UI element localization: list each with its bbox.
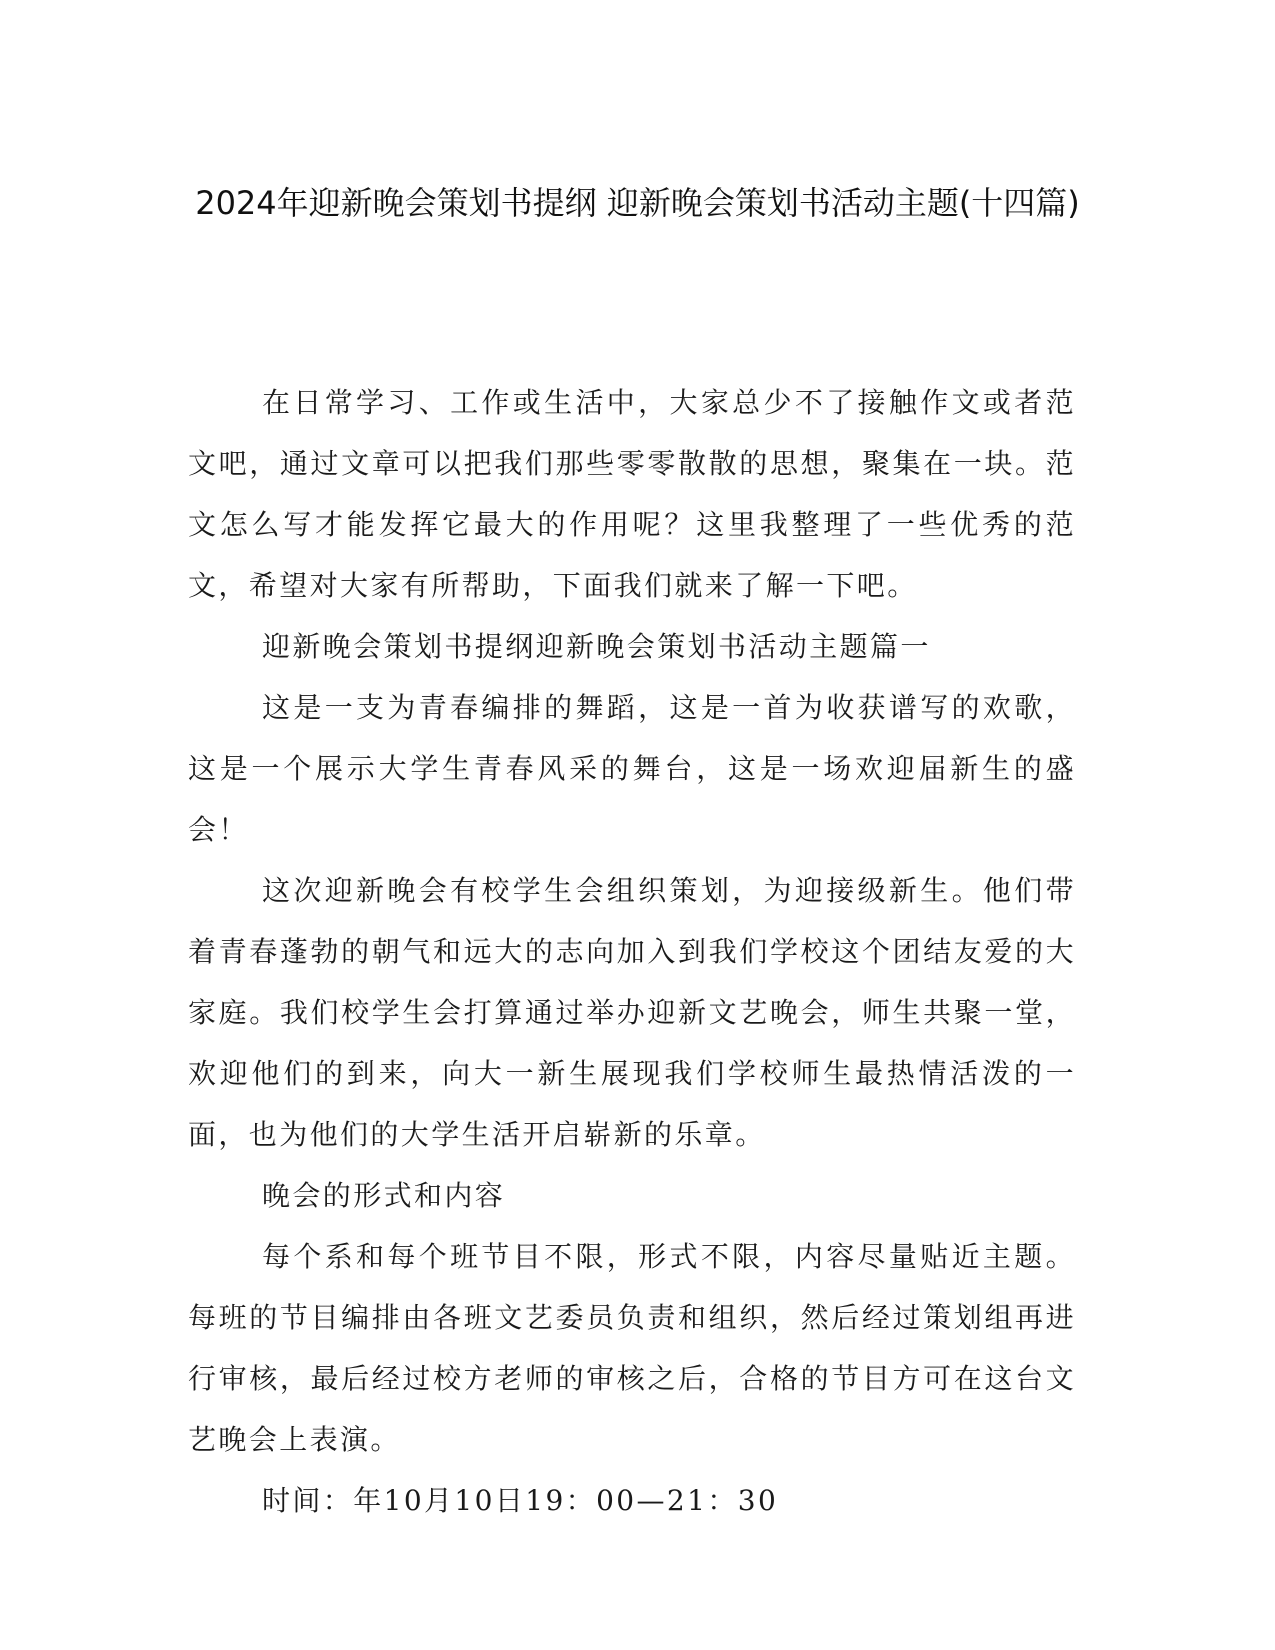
document-title: 2024年迎新晚会策划书提纲 迎新晚会策划书活动主题(十四篇) (195, 184, 1080, 222)
subheading-format-content: 晚会的形式和内容 (262, 1179, 506, 1212)
body-paragraph: 这是一支为青春编排的舞蹈，这是一首为收获谱写的欢歌，这是一个展示大学生青春风采的舞台，这是一场欢迎届新生的盛会！ (188, 691, 1076, 846)
section-heading-part-one: 迎新晚会策划书提纲迎新晚会策划书活动主题篇一 (262, 630, 931, 663)
body-paragraph: 这次迎新晚会有校学生会组织策划，为迎接级新生。他们带着青春蓬勃的朝气和远大的志向加入到我们学校这个团结友爱的大家庭。我们校学生会打算通过举办迎新文艺晚会，师生共聚一堂，欢迎他们的到来，向大一新生展现我们学校师生最热情活泼的一面，也为他们的大学生活开启崭新的乐章。 (188, 874, 1076, 1151)
intro-paragraph: 在日常学习、工作或生活中，大家总少不了接触作文或者范文吧，通过文章可以把我们那些零零散散的思想，聚集在一块。范文怎么写才能发挥它最大的作用呢？这里我整理了一些优秀的范文，希望对大家有所帮助，下面我们就来了解一下吧。 (188, 386, 1076, 602)
document-body (188, 372, 1076, 1531)
body-paragraph: 每个系和每个班节目不限，形式不限，内容尽量贴近主题。每班的节目编排由各班文艺委员负责和组织，然后经过策划组再进行审核，最后经过校方老师的审核之后，合格的节目方可在这台文艺晚会上表演。 (188, 1240, 1076, 1456)
time-line: 时间：年10月10日19：00—21：30 (262, 1484, 779, 1517)
